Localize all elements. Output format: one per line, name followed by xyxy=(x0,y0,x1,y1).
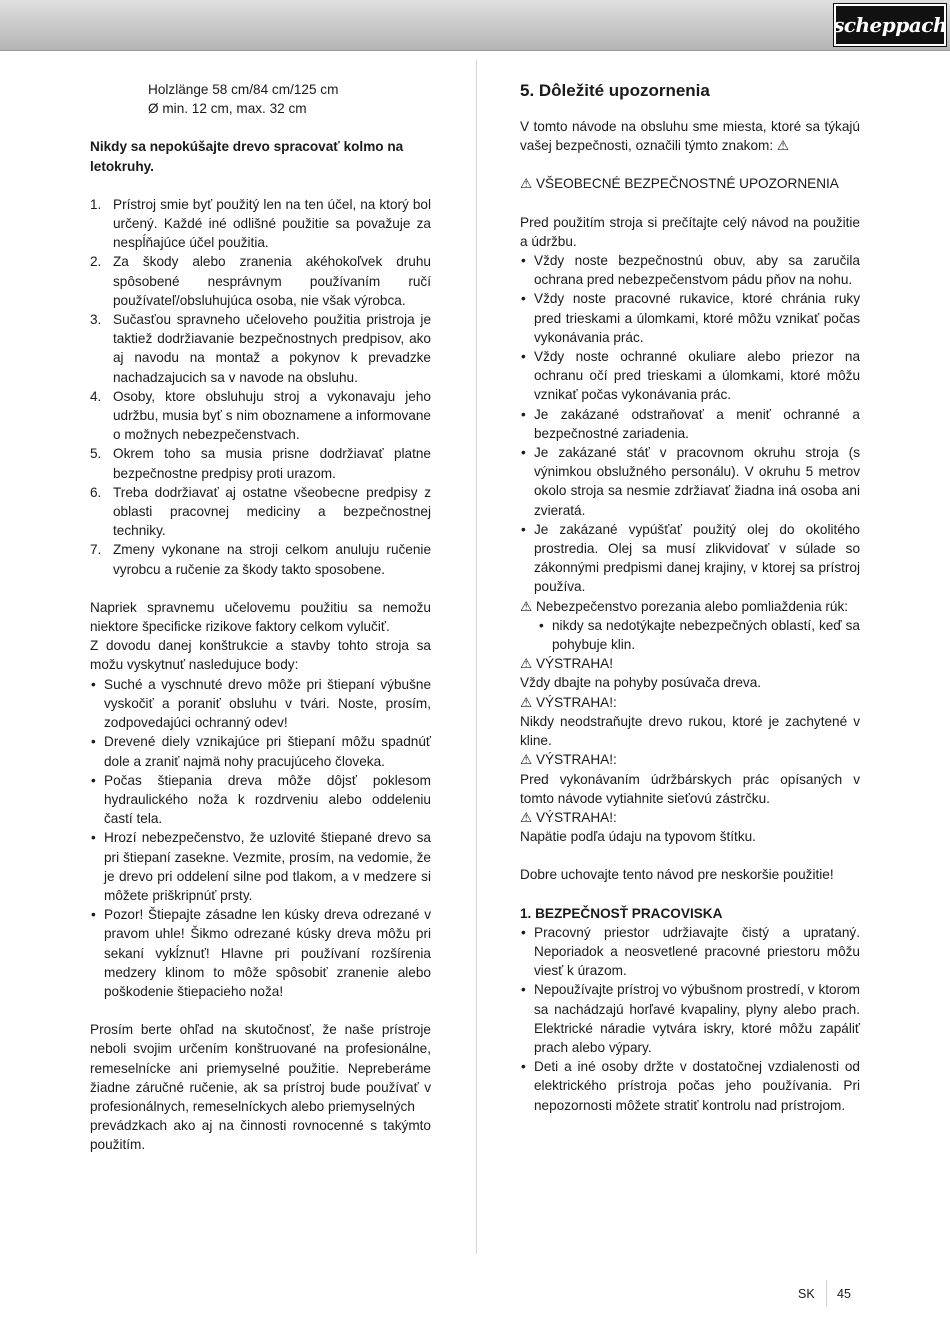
wood-diameter: Ø min. 12 cm, max. 32 cm xyxy=(148,101,307,117)
warning-triangle-icon: ⚠ xyxy=(776,138,790,154)
symbol-intro: V tomto návode na obsluhu sme miesta, ktoré sa týkajú vašej bezpečnosti, označili týmto znakom: ⚠ xyxy=(520,117,860,155)
warning-triangle-icon: ⚠ xyxy=(520,694,533,710)
safety-list xyxy=(520,251,860,597)
warning-1-text: Vždy dbajte na pohyby posúvača dreva. xyxy=(520,675,762,691)
closing-paragraph: Prosím berte ohľad na skutočnosť, že naše prístroje neboli svojim určením konštruované na profesionálne, remeselnícke ani priemyselné použitie. Nepreberáme žiadne záručné ručenie, ak sa prístroj bude používať v profesionálnych, remeselníckych alebo priemyselných xyxy=(90,1022,431,1114)
warning-4-text: Napätie podľa údaju na typovom štítku. xyxy=(520,829,756,845)
keep-manual-text: Dobre uchovajte tento návod pre neskoršie použitie! xyxy=(520,867,834,883)
workplace-list xyxy=(520,923,860,1115)
warning-4-title: ⚠ VÝSTRAHA!: xyxy=(520,808,860,827)
warning-triangle-icon: ⚠ xyxy=(520,809,533,825)
closing-paragraph-2: prevádzkach ako aj na činnosti rovnocenné s takýmto použitím. xyxy=(90,1118,431,1153)
list-item: 2. Za škody alebo zranenia akéhokoľvek druhu spôsobené nesprávnym používaním ručí používateľ/obsluhujúca osoba, nie však výrobca. xyxy=(90,254,431,308)
warning-3-title: ⚠ VÝSTRAHA!: xyxy=(520,750,860,769)
warning-triangle-icon: ⚠ xyxy=(520,656,533,672)
list-item: • Je zakázané vypúšťať použitý olej do okolitého prostredia. Olej sa musí zlikvidovať v súlade so zákonnými predpismi danej krajiny, v ktorej sa prístroj používa. xyxy=(520,520,860,597)
list-item: • Deti a iné osoby držte v dostatočnej vzdialenosti od elektrického prístroja počas jeho používania. Pri nepozornosti môžete stratiť kontrolu nad prístrojom. xyxy=(520,1057,860,1115)
right-column xyxy=(520,80,860,1115)
section-heading: 5. Dôležité upozornenia xyxy=(520,81,710,100)
residual-risk-intro: Napriek spravnemu učelovemu použitiu sa nemožu niektore špecificke rizikove faktory celkom vylučiť. xyxy=(90,599,431,635)
list-item: 4. Osoby, ktore obsluhuju stroj a vykonavaju jeho udržbu, musia byť s nim oboznamene a informovane o možnych nebezpečenstvach. xyxy=(90,388,431,443)
list-item: • Je zakázané odstraňovať a meniť ochranné a bezpečnostné zariadenia. xyxy=(520,405,860,443)
cut-warning: ⚠ Nebezpečenstvo porezania alebo pomliaždenia rúk: xyxy=(520,597,860,616)
list-item: • Vždy noste ochranné okuliare alebo priezor na ochranu očí pred trieskami a úlomkami, ktoré môžu vznikať počas vykonávania prác. xyxy=(520,347,860,405)
list-item: 6. Treba dodržiavať aj ostatne všeobecne predpisy z oblasti pracovnej mediciny a bezpečnostnej techniky. xyxy=(90,484,431,539)
general-safety-heading: ⚠ VŠEOBECNÉ BEZPEČNOSTNÉ UPOZORNENIA xyxy=(520,174,860,193)
header-bar xyxy=(0,0,950,51)
risk-list xyxy=(90,675,431,1001)
wood-length: Holzlänge 58 cm/84 cm/125 cm xyxy=(148,82,339,97)
list-item: • Suché a vyschnuté drevo môže pri štiepaní výbušne vyskočiť a poraniť obsluhu v tvári. Noste, prosím, zodpovedajúci ochranný odev! xyxy=(90,675,431,733)
warning-1-title: ⚠ VÝSTRAHA! xyxy=(520,654,860,673)
column-divider xyxy=(476,60,477,1254)
list-item: • Nepoužívajte prístroj vo výbušnom prostredí, v ktorom sa nachádzajú horľavé kvapaliny, plyny alebo prach. Elektrické náradie vytvára iskry, ktoré môžu zapáliť prach alebo výpary. xyxy=(520,980,860,1057)
list-item: • Pracovný priestor udržiavajte čistý a uprataný. Neporiadok a neosvetlené pracovné priestoru môžu viesť k úrazom. xyxy=(520,923,860,981)
list-item: 1. Prístroj smie byť použitý len na ten účel, na ktorý bol určený. Každé iné odlišné použitie sa považuje za nespĺňajúce účel použitia. xyxy=(90,196,431,251)
list-item: • Vždy noste pracovné rukavice, ktoré chránia ruky pred trieskami a úlomkami, ktoré môžu vznikať počas vykonávania prác. xyxy=(520,289,860,347)
list-item: • Počas štiepania dreva môže dôjsť poklesom hydraulického noža k rozdrveniu alebo oddeleniu častí tela. xyxy=(90,771,431,829)
cut-sub-list xyxy=(520,616,860,654)
list-item: 5. Okrem toho sa musia prisne dodržiavať platne bezpečnostne predpisy proti urazom. xyxy=(90,446,431,481)
page-number: 45 xyxy=(837,1287,851,1301)
scheppach-logo: scheppach xyxy=(834,4,946,46)
list-item: 3. Sučasťou spravneho učeloveho použitia pristroja je taktiež dodržiavanie bezpečnostnych predpisov, ako aj navodu na montaž a pokynov k prevadzke nachadzajucich sa v navode na obsluhu. xyxy=(90,312,431,385)
warning-3-text: Pred vykonávaním údržbárskych prác opísaných v tomto návode vytiahnite sieťovú zástrčku. xyxy=(520,771,860,806)
list-item: • Drevené diely vznikajúce pri štiepaní môžu spadnúť dole a zraniť najmä nohy pracujúceho človeka. xyxy=(90,732,431,770)
workplace-heading: 1. BEZPEČNOSŤ PRACOVISKA xyxy=(520,905,723,921)
list-item: • nikdy sa nedotýkajte nebezpečných oblastí, keď sa pohybuje klin. xyxy=(552,616,860,654)
language-code: SK xyxy=(798,1287,815,1301)
footer-divider xyxy=(826,1280,827,1306)
warning-triangle-icon: ⚠ xyxy=(520,176,533,192)
list-item: • Vždy noste bezpečnostnú obuv, aby sa zaručila ochrana pred nebezpečenstvom pádu pňov na nohu. xyxy=(520,251,860,289)
residual-risk-intro-2: Z dovodu danej konštrukcie a stavby tohto stroja sa možu vyskytnuť nasledujuce body: xyxy=(90,638,431,673)
list-item: 7. Zmeny vykonane na stroji celkom anuluju ručenie vyrobcu a ručenie za škody takto sposobene. xyxy=(90,542,431,577)
usage-list xyxy=(90,195,431,579)
warning-triangle-icon: ⚠ xyxy=(520,598,533,614)
warning-triangle-icon: ⚠ xyxy=(520,752,533,768)
left-column xyxy=(90,80,431,1155)
warning-2-title: ⚠ VÝSTRAHA!: xyxy=(520,693,860,712)
read-manual-text: Pred použitím stroja si prečítajte celý návod na použitie a údržbu. xyxy=(520,214,860,249)
list-item: • Pozor! Štiepajte zásadne len kúsky dreva odrezané v pravom uhle! Šikmo odrezané kúsky dreva môžu pri sekaní vykĺznuť! Hlavne pri používaní rozšírenia medzery klinom to môže spôsobiť zranenie alebo poškodenie štiepacieho noža! xyxy=(90,905,431,1001)
list-item: • Je zakázané stáť v pracovnom okruhu stroja (s výnimkou obslužného personálu). V okruhu 5 metrov okolo stroja sa nesmie zdržiavať žiadna iná osoba ani zvieratá. xyxy=(520,443,860,520)
warning-2-text: Nikdy neodstraňujte drevo rukou, ktoré je zachytené v kline. xyxy=(520,713,860,749)
list-item: • Hrozí nebezpečenstvo, že uzlovité štiepané drevo sa pri štiepaní zasekne. Vezmite, prosím, na vedomie, že je drevo pri oddelení silne pod tlakom, a v medzere si môžete priškripnúť prsty. xyxy=(90,828,431,905)
grain-warning: Nikdy sa nepokúšajte drevo spracovať kolmo na letokruhy. xyxy=(90,139,404,174)
